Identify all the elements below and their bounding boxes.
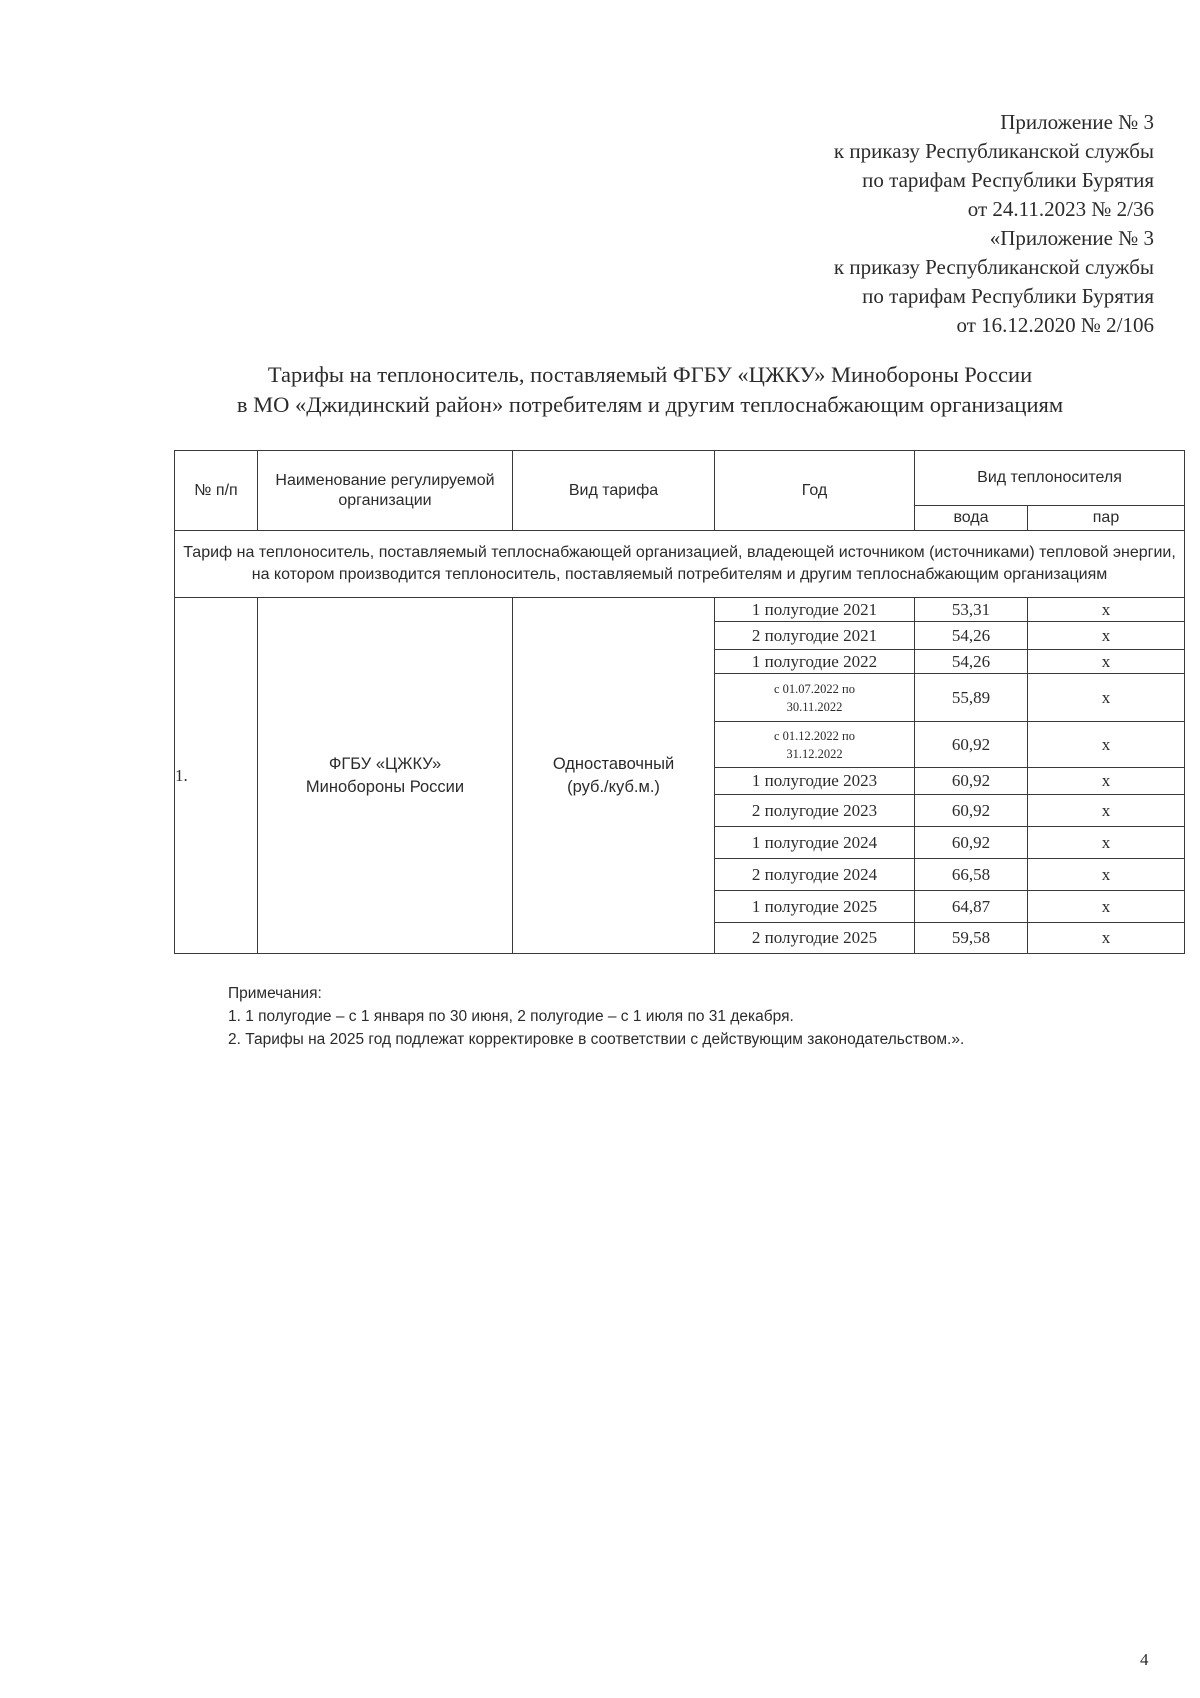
water-value: 60,92 xyxy=(915,722,1028,768)
steam-value: x xyxy=(1028,827,1185,859)
period-cell: 1 полугодие 2024 xyxy=(715,827,915,859)
period-cell: 2 полугодие 2025 xyxy=(715,923,915,954)
period-cell: 1 полугодие 2025 xyxy=(715,891,915,923)
steam-value: x xyxy=(1028,598,1185,622)
period-cell xyxy=(715,722,915,768)
entry-num: 1. xyxy=(175,598,258,954)
period-cell: 1 полугодие 2022 xyxy=(715,650,915,674)
period-cell: 1 полугодие 2023 xyxy=(715,768,915,795)
tariff-table xyxy=(174,450,1185,954)
water-value: 60,92 xyxy=(915,768,1028,795)
steam-value: x xyxy=(1028,768,1185,795)
entry-org-text: ФГБУ «ЦЖКУ» Минобороны России xyxy=(305,754,465,796)
steam-value: x xyxy=(1028,722,1185,768)
header-line: по тарифам Республики Бурятия xyxy=(862,284,1154,308)
note-item: 2. Тарифы на 2025 год подлежат корректировке в соответствии с действующим законодательством.». xyxy=(228,1031,965,1048)
header-line: к приказу Республиканской службы xyxy=(833,139,1154,163)
document-title xyxy=(120,360,1180,420)
water-value: 64,87 xyxy=(915,891,1028,923)
water-value: 54,26 xyxy=(915,622,1028,650)
entry-tariff-type xyxy=(513,598,715,954)
period-text: с 01.12.2022 по 31.12.2022 xyxy=(774,728,855,761)
period-cell xyxy=(715,674,915,722)
steam-value: x xyxy=(1028,795,1185,827)
header-year: Год xyxy=(715,451,915,531)
steam-value: x xyxy=(1028,674,1185,722)
header-line: «Приложение № 3 xyxy=(989,226,1154,250)
period-cell: 2 полугодие 2023 xyxy=(715,795,915,827)
water-value: 55,89 xyxy=(915,674,1028,722)
header-carrier: Вид теплоносителя xyxy=(915,451,1185,506)
notes-heading: Примечания: xyxy=(228,985,322,1002)
water-value: 60,92 xyxy=(915,827,1028,859)
header-org: Наименование регулируемой организации xyxy=(258,451,513,531)
header-tariff-type: Вид тарифа xyxy=(513,451,715,531)
section-title: Тариф на теплоноситель, поставляемый теплоснабжающей организацией, владеющей источником (источниками) тепловой энергии, на котором производится теплоноситель, поставляемый потребителям и другим теплоснабжающим организациям xyxy=(175,531,1185,598)
header-line: к приказу Республиканской службы xyxy=(833,255,1154,279)
period-cell: 2 полугодие 2024 xyxy=(715,859,915,891)
steam-value: x xyxy=(1028,859,1185,891)
header-line: от 16.12.2020 № 2/106 xyxy=(956,313,1154,337)
steam-value: x xyxy=(1028,891,1185,923)
entry-tariff-type-text: Одноставочный (руб./куб.м.) xyxy=(552,754,675,796)
water-value: 53,31 xyxy=(915,598,1028,622)
period-text: с 01.07.2022 по 30.11.2022 xyxy=(774,681,855,714)
steam-value: x xyxy=(1028,650,1185,674)
notes-section xyxy=(228,982,1168,1051)
appendix-header xyxy=(554,108,1154,340)
period-cell: 2 полугодие 2021 xyxy=(715,622,915,650)
period-cell: 1 полугодие 2021 xyxy=(715,598,915,622)
page-number: 4 xyxy=(1140,1650,1149,1669)
title-line-1: Тарифы на теплоноситель, поставляемый ФГБУ «ЦЖКУ» Минобороны России xyxy=(267,362,1033,387)
water-value: 59,58 xyxy=(915,923,1028,954)
steam-value: x xyxy=(1028,923,1185,954)
title-line-2: в МО «Джидинский район» потребителям и другим теплоснабжающим организациям xyxy=(236,392,1064,417)
header-line: от 24.11.2023 № 2/36 xyxy=(967,197,1154,221)
entry-org xyxy=(258,598,513,954)
header-line: Приложение № 3 xyxy=(1000,110,1154,134)
note-item: 1. 1 полугодие – с 1 января по 30 июня, 2 полугодие – с 1 июля по 31 декабря. xyxy=(228,1008,794,1025)
header-water: вода xyxy=(915,506,1028,531)
header-num: № п/п xyxy=(175,451,258,531)
header-line: по тарифам Республики Бурятия xyxy=(862,168,1154,192)
water-value: 66,58 xyxy=(915,859,1028,891)
water-value: 54,26 xyxy=(915,650,1028,674)
water-value: 60,92 xyxy=(915,795,1028,827)
header-steam: пар xyxy=(1028,506,1185,531)
steam-value: x xyxy=(1028,622,1185,650)
